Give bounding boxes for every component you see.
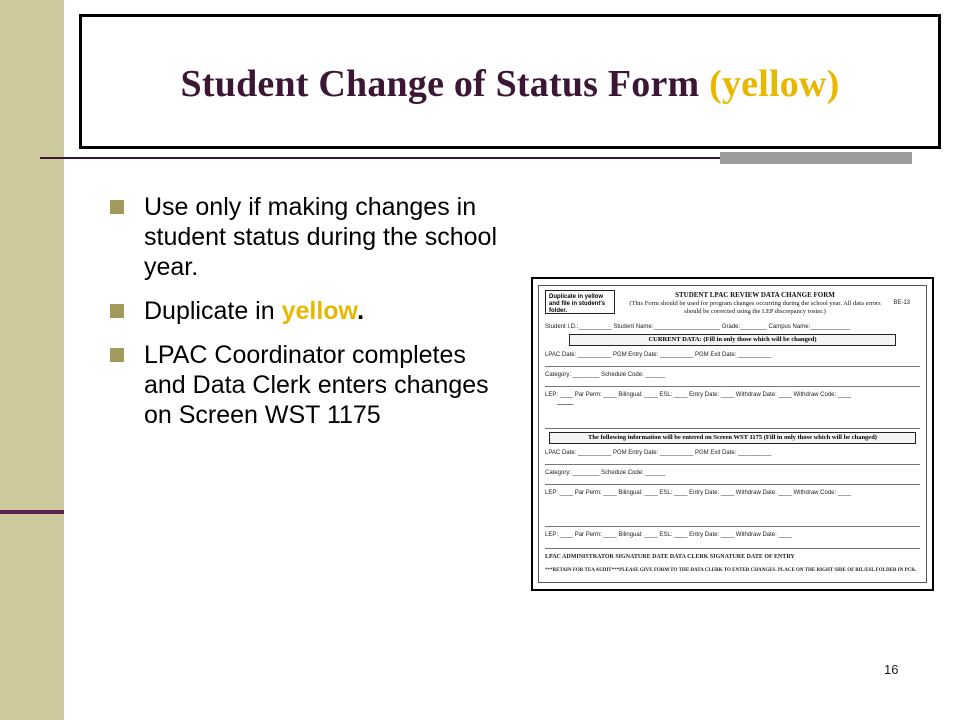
form-divider xyxy=(545,386,920,387)
form-row-lep-2: LEP: ____ Par Perm: ____ Bilingual: ____ ESL: ____ Entry Date: ____ Withdraw Date: ____ Withdraw Code: ____ xyxy=(545,490,852,496)
form-row-lep: LEP: ____ Par Perm: ____ Bilingual: ____ ESL: ____ Entry Date: ____ Withdraw Date: ____ Withdraw Code: ____ xyxy=(545,392,852,398)
left-decorative-bar xyxy=(0,0,64,720)
slide-title-main: Student Change of Status Form xyxy=(180,62,710,105)
title-underline-accent xyxy=(720,152,912,164)
bullet-item xyxy=(108,296,508,326)
form-divider xyxy=(545,484,920,485)
form-image xyxy=(531,277,934,591)
bullet-text: LPAC Coordinator completes and Data Clerk enters changes on Screen WST 1175 xyxy=(144,341,489,429)
slide-title xyxy=(181,58,840,106)
form-image-border xyxy=(538,285,927,583)
bullet-item xyxy=(108,340,508,430)
form-divider xyxy=(545,464,920,465)
slide-title-highlight: (yellow) xyxy=(709,62,840,105)
form-retain-note: ***RETAIN FOR TEA AUDIT***PLEASE GIVE FORM TO THE DATA CLERK TO ENTER CHANGES. PLACE ON THE RIGHT SIDE OF BIL/ESL FOLDER IN PCR. xyxy=(545,568,917,573)
form-signature-row: LPAC ADMINISTRATOR SIGNATURE DATE DATA CLERK SIGNATURE DATE OF ENTRY xyxy=(545,554,795,560)
form-title: STUDENT LPAC REVIEW DATA CHANGE FORM xyxy=(675,291,835,299)
left-bar-accent-line xyxy=(0,510,64,514)
bullet-text-prefix: Duplicate in xyxy=(144,297,282,325)
form-row-lep-3: LEP: ____ Par Perm: ____ Bilingual: ____ ESL: ____ Entry Date: ____ Withdraw Date: ____ xyxy=(545,532,792,538)
form-row-lpac: LPAC Date: __________ PGM Entry Date: __________ PGM Exit Date: __________ xyxy=(545,352,772,358)
form-id-row: Student I.D.:__________ Student Name:____________________ Grade:________ Campus Name:____________ xyxy=(545,324,851,330)
form-subtitle: (This Form should be used for program changes occurring during the school year. All data errors should be corrected using the LEP discrepancy roster.) xyxy=(629,300,881,315)
title-box xyxy=(79,14,941,149)
page-number: 16 xyxy=(884,662,899,677)
form-row-category-2: Category: ________ Schedule Code: ______ xyxy=(545,470,666,476)
title-underline xyxy=(40,157,720,159)
form-following-band: The following information will be entered on Screen WST 1175 (Fill in only those which will be changed) xyxy=(549,432,916,444)
form-row-category: Category: ________ Schedule Code: ______ xyxy=(545,372,666,378)
form-title-block xyxy=(625,291,885,316)
bullet-list xyxy=(108,192,508,444)
form-divider xyxy=(545,548,920,549)
bullet-text-highlight: yellow xyxy=(281,297,358,325)
form-fine-print: ━━━━━━ xyxy=(557,402,574,407)
bullet-item xyxy=(108,192,508,282)
bullet-text: Use only if making changes in student status during the school year. xyxy=(144,193,498,281)
form-code: BE-13 xyxy=(893,300,910,306)
form-current-band: CURRENT DATA: (Fill in only those which will be changed) xyxy=(569,334,896,346)
form-duplicate-note: Duplicate in yellow and file in student's folder. xyxy=(545,290,615,314)
form-divider xyxy=(545,526,920,527)
bullet-text-suffix: . xyxy=(357,297,365,325)
form-row-lpac-2: LPAC Date: __________ PGM Entry Date: __________ PGM Exit Date: __________ xyxy=(545,450,772,456)
form-divider xyxy=(545,366,920,367)
form-divider xyxy=(545,428,920,429)
